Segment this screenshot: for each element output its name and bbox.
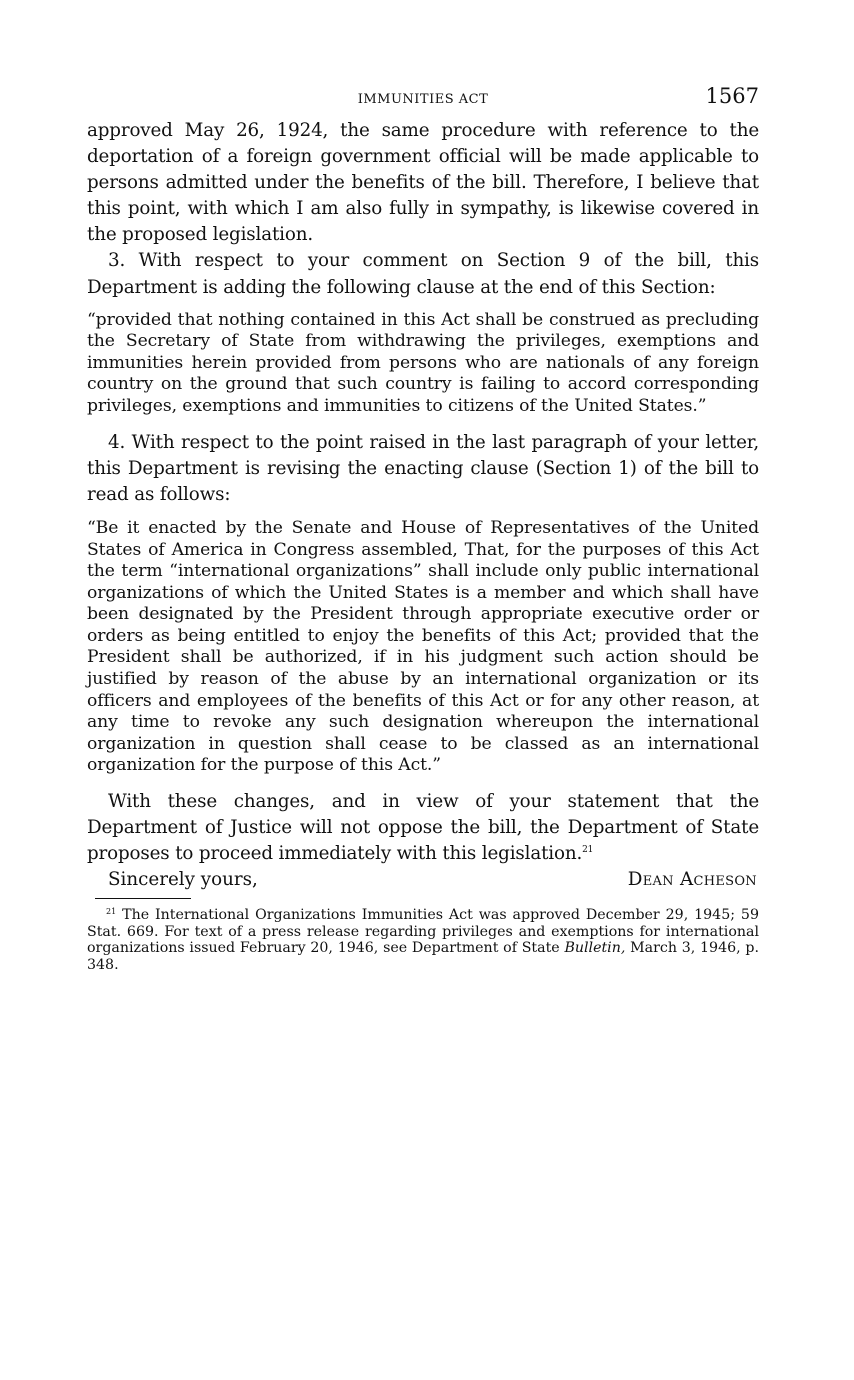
footnote-rule [95, 898, 191, 899]
footnote-text-1: The International Organizations Immunities Act was approved December 29, 1945; 59 Stat. 669. For text of a press release regarding privileges and exemptions for international organizations issued February 20, 1946, see Department of State [87, 907, 759, 957]
footnote-reference: 21 [582, 845, 594, 856]
running-title: IMMUNITIES ACT [357, 92, 489, 107]
signer-name: Dean Acheson [627, 869, 757, 891]
paragraph-closing-text: With these changes, and in view of your statement that the Department of Justice will not oppose the bill, the Department of State proposes to proceed immediately with this legislation. [87, 791, 759, 865]
signoff [87, 867, 759, 895]
quoted-enacting-clause: “Be it enacted by the Senate and House of Representatives of the United States of America in Congress assembled, That, for the purposes of this Act the term “international organizations” shall include only public international organizations of which the United States is a member and which shall have been designated by the President through appropriate executive order or orders as being entitled to enjoy the benefits of this Act; provided that the President shall be authorized, if in his judgment such action should be justified by reason of the abuse by an international organization or its officers and employees of the benefits of this Act or for any other reason, at any time to revoke any such designation whereupon the international organization in question shall cease to be classed as an international organization for the purpose of this Act.” [87, 517, 759, 776]
document-page [87, 84, 759, 973]
quoted-clause-section-9: “provided that nothing contained in this Act shall be construed as precluding the Secretary of State from withdrawing the privileges, exemptions and immunities herein provided from persons who are nationals of any foreign country on the ground that such country is failing to accord corresponding privileges, exemptions and immunities to citizens of the United States.” [87, 309, 759, 417]
footnote-marker: 21 [106, 907, 117, 917]
paragraph-point-3: 3. With respect to your comment on Section 9 of the bill, this Department is adding the following clause at the end of this Section: [87, 250, 759, 298]
paragraph-closing [87, 789, 759, 867]
running-head [87, 84, 759, 118]
paragraph-continuation: approved May 26, 1924, the same procedure with reference to the deportation of a foreign government official will be made applicable to persons admitted under the benefits of the bill. Therefore, I believe that this point, with which I am also fully in sympathy, is likewise covered in the proposed legislation. [87, 120, 759, 246]
paragraph-point-4: 4. With respect to the point raised in the last paragraph of your letter, this Department is revising the enacting clause (Section 1) of the bill to read as follows: [87, 431, 759, 505]
footnote [87, 907, 759, 973]
page-number: 1567 [705, 84, 759, 108]
footnote-publication-title: Bulletin, [564, 940, 626, 957]
footnote-text-2: March 3, 1946, p. 348. [87, 940, 759, 973]
complimentary-close: Sincerely yours, [108, 869, 258, 891]
